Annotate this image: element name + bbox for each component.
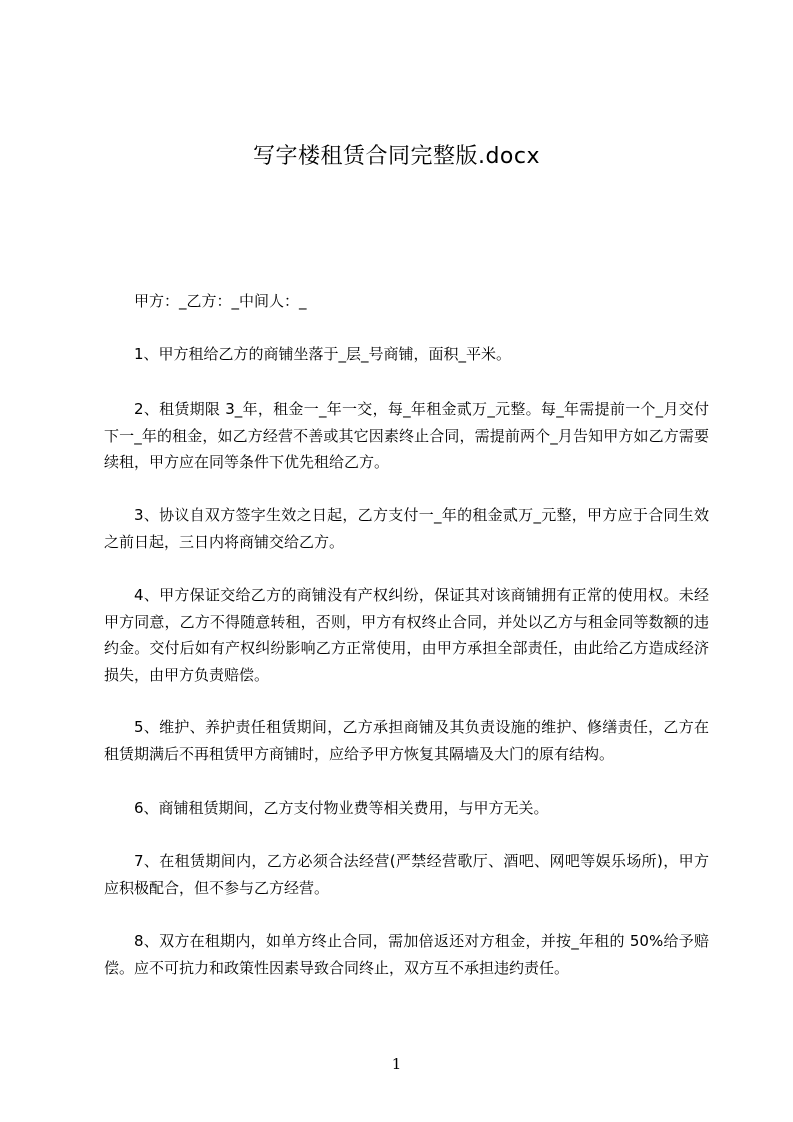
page-number: 1 (391, 1055, 402, 1073)
clause-1: 1、甲方租给乙方的商铺坐落于_层_号商铺，面积_平米。 (134, 345, 512, 363)
clause-3: 3、协议自双方签字生效之日起，乙方支付一_年的租金贰万_元整，甲方应于合同生效之前日起，三日内将商铺交给乙方。 (104, 506, 709, 551)
clause-4: 4、甲方保证交给乙方的商铺没有产权纠纷，保证其对该商铺拥有正常的使用权。未经甲方同意，乙方不得随意转租，否则，甲方有权终止合同，并处以乙方与租金同等数额的违约金。交付后如有产权纠纷影响乙方正常使用，由甲方承担全部责任，由此给乙方造成经济损失，由甲方负责赔偿。 (104, 586, 709, 684)
clause-6: 6、商铺租赁期间，乙方支付物业费等相关费用，与甲方无关。 (134, 799, 549, 817)
clause-2: 2、租赁期限 3_年，租金一_年一交，每_年租金贰万_元整。每_年需提前一个_月交付下一_年的租金，如乙方经营不善或其它因素终止合同，需提前两个_月告知甲方如乙方需要续租，甲方应在同等条件下优先租给乙方。 (104, 400, 709, 471)
clause-8: 8、双方在租期内，如单方终止合同，需加倍返还对方租金，并按_年租的 50%给予赔偿。应不可抗力和政策性因素导致合同终止，双方互不承担违约责任。 (104, 932, 709, 977)
clause-5: 5、维护、养护责任租赁期间，乙方承担商铺及其负责设施的维护、修缮责任，乙方在租赁期满后不再租赁甲方商铺时，应给予甲方恢复其隔墙及大门的原有结构。 (104, 718, 709, 763)
document-title: 写字楼租赁合同完整版.docx (252, 144, 541, 169)
clause-7: 7、在租赁期间内，乙方必须合法经营(严禁经营歌厅、酒吧、网吧等娱乐场所)，甲方应积极配合，但不参与乙方经营。 (104, 852, 709, 897)
parties-line: 甲方：_乙方：_中间人：_ (134, 292, 307, 310)
